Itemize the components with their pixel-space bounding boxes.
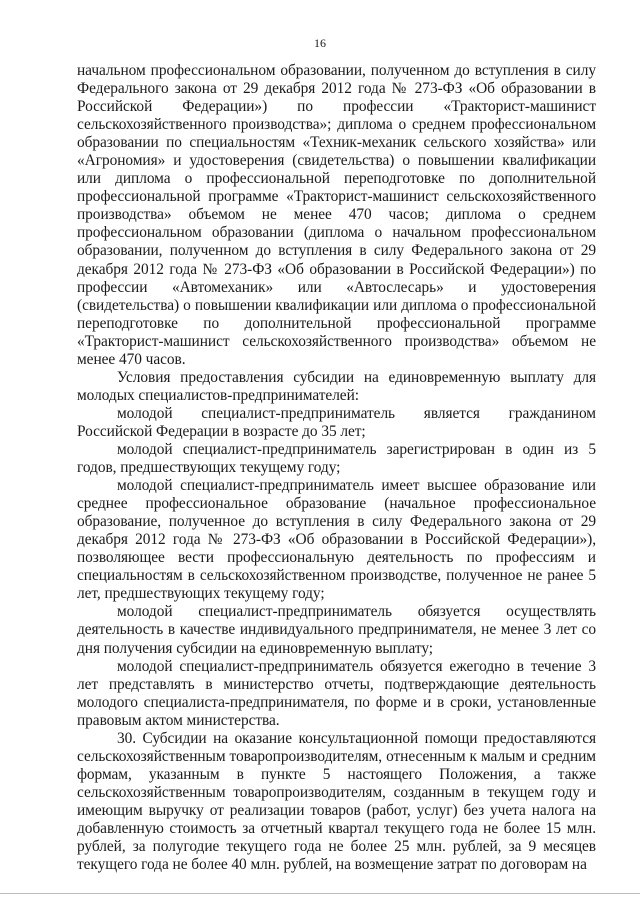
page-bottom-edge	[0, 893, 640, 894]
page-number: 16	[314, 36, 326, 50]
paragraph-condition-registration: молодой специалист-предприниматель зарегистрирован в один из 5 годов, предшествующих текущему году;	[77, 440, 596, 477]
paragraph-conditions-intro: Условия предоставления субсидии на единовременную выплату для молодых специалистов-предпринимателей:	[77, 368, 596, 404]
paragraph-condition-activity: молодой специалист-предприниматель обязуется осуществлять деятельность в качестве индивидуального предпринимателя, не менее 3 лет со дня получения субсидии на единовременную выплату;	[77, 603, 596, 657]
paragraph-condition-citizenship: молодой специалист-предприниматель является гражданином Российской Федерации в возрасте до 35 лет;	[77, 404, 596, 440]
paragraph-condition-reports: молодой специалист-предприниматель обязуется ежегодно в течение 3 лет представлять в министерство отчеты, подтверждающие деятельность молодого специалиста-предпринимателя, по форме и в сроки, установленные правовым актом министерства.	[77, 657, 596, 729]
paragraph-item-30: 30. Субсидии на оказание консультационной помощи предоставляются сельскохозяйственным товаропроизводителям, отнесенным к малым и средним формам, указанным в пункте 5 настоящего Положения, а также сельскохозяйственным товаропроизводителям, созданным в текущем году и имеющим выручку от реализации товаров (работ, услуг) без учета налога на добавленную стоимость за отчетный квартал текущего года не более 15 млн. рублей, за полугодие текущего года не более 25 млн. рублей, за 9 месяцев текущего года не более 40 млн. рублей, на возмещение затрат по договорам на	[77, 729, 596, 874]
paragraph-condition-education: молодой специалист-предприниматель имеет высшее образование или среднее профессиональное образование (начальное профессиональное образование, полученное до вступления в силу Федерального закона от 29 декабря 2012 года № 273-ФЗ «Об образовании в Российской Федерации»), позволяющее вести профессиональную деятельность по профессиям и специальностям в сельскохозяйственном производстве, полученное не ранее 5 лет, предшествующих текущему году;	[77, 477, 596, 603]
paragraph-education-requirements: начальном профессиональном образовании, полученном до вступления в силу Федерального закона от 29 декабря 2012 года № 273-ФЗ «Об образовании в Российской Федерации») по профессии «Тракторист-машинист сельскохозяйственного производства»; диплома о среднем профессиональном образовании по специальностям «Техник-механик сельского хозяйства» или «Агрономия» и удостоверения (свидетельства) о повышении квалификации или диплома о профессиональной переподготовке по дополнительной профессиональной программе «Тракторист-машинист сельскохозяйственного производства» объемом не менее 470 часов; диплома о среднем профессиональном образовании (диплома о начальном профессиональном образовании, полученном до вступления в силу Федерального закона от 29 декабря 2012 года № 273-ФЗ «Об образовании в Российской Федерации») по профессии «Автомеханик» или «Автослесарь» и удостоверения (свидетельства) о повышении квалификации или диплома о профессиональной переподготовке по дополнительной профессиональной программе «Тракторист-машинист сельскохозяйственного производства» объемом не менее 470 часов.	[77, 62, 596, 368]
document-body	[77, 62, 596, 874]
